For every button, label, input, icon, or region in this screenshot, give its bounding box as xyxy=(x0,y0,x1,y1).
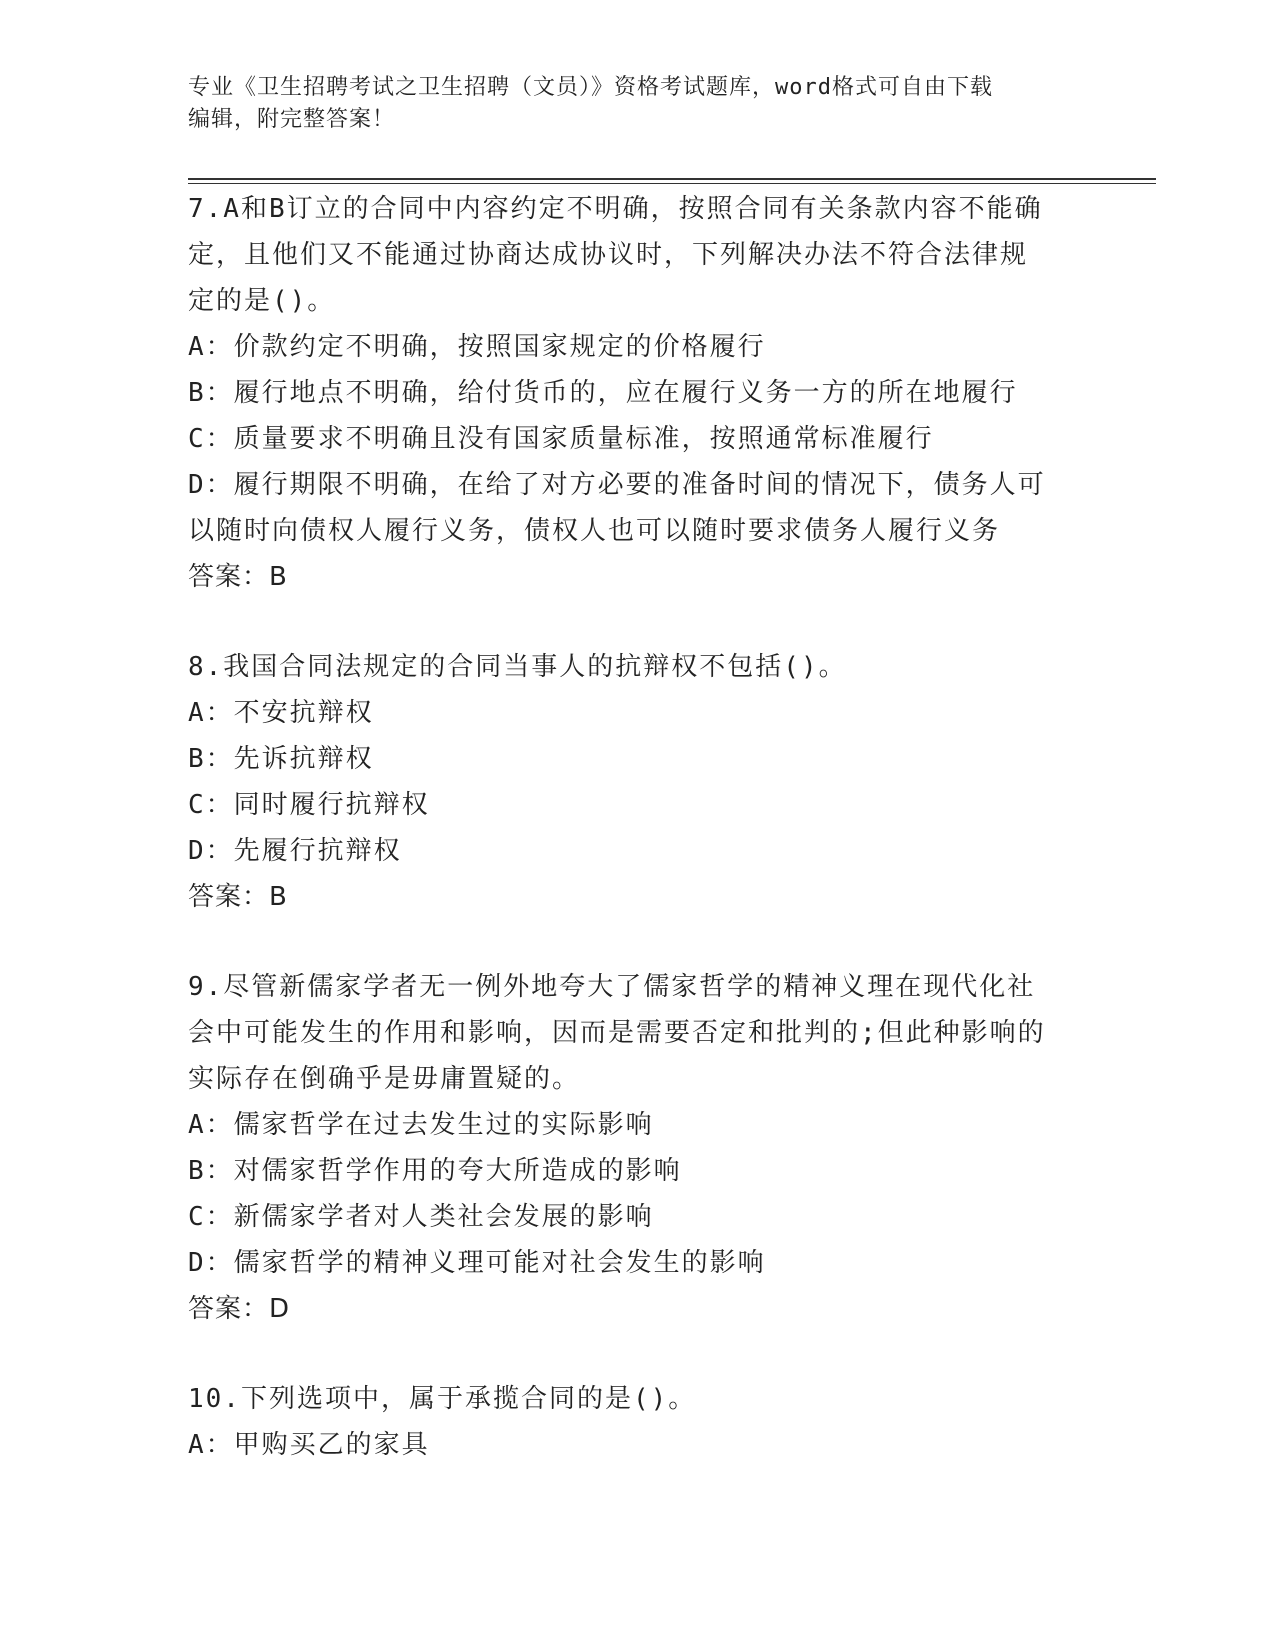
question-stem-line: 会中可能发生的作用和影响，因而是需要否定和批判的;但此种影响的 xyxy=(188,1018,1046,1048)
option-line: B：对儒家哲学作用的夸大所造成的影响 xyxy=(188,1156,682,1186)
option-line: 以随时向债权人履行义务，债权人也可以随时要求债务人履行义务 xyxy=(188,516,1001,546)
option-line: A：儒家哲学在过去发生过的实际影响 xyxy=(188,1110,654,1140)
option-line: D：儒家哲学的精神义理可能对社会发生的影响 xyxy=(188,1248,766,1278)
answer-line: 答案：B xyxy=(188,562,288,592)
option-line: A：价款约定不明确，按照国家规定的价格履行 xyxy=(188,332,766,362)
header-divider-thin xyxy=(188,183,1156,184)
question-block xyxy=(188,1376,1088,1468)
answer-line: 答案：B xyxy=(188,882,288,912)
option-line: B：履行地点不明确，给付货币的，应在履行义务一方的所在地履行 xyxy=(188,378,1018,408)
question-stem-line: 10.下列选项中，属于承揽合同的是()。 xyxy=(188,1384,697,1414)
question-block xyxy=(188,964,1088,1332)
option-line: C：同时履行抗辩权 xyxy=(188,790,430,820)
header-line-1: 专业《卫生招聘考试之卫生招聘（文员）》资格考试题库，word格式可自由下载 xyxy=(188,75,993,100)
question-stem-line: 8.我国合同法规定的合同当事人的抗辩权不包括()。 xyxy=(188,652,847,682)
option-line: C：质量要求不明确且没有国家质量标准，按照通常标准履行 xyxy=(188,424,934,454)
question-stem-line: 9.尽管新儒家学者无一例外地夸大了儒家哲学的精神义理在现代化社 xyxy=(188,972,1036,1002)
question-stem-line: 定，且他们又不能通过协商达成协议时，下列解决办法不符合法律规 xyxy=(188,240,1029,270)
option-line: D：先履行抗辩权 xyxy=(188,836,402,866)
header-divider-thick xyxy=(188,178,1156,180)
option-line: A：不安抗辩权 xyxy=(188,698,374,728)
header-line-2: 编辑，附完整答案！ xyxy=(188,107,396,132)
question-stem-line: 实际存在倒确乎是毋庸置疑的。 xyxy=(188,1064,581,1094)
question-block xyxy=(188,644,1088,920)
option-line: C：新儒家学者对人类社会发展的影响 xyxy=(188,1202,654,1232)
option-line: B：先诉抗辩权 xyxy=(188,744,374,774)
answer-line: 答案：D xyxy=(188,1294,291,1324)
option-line: A：甲购买乙的家具 xyxy=(188,1430,430,1460)
question-block xyxy=(188,186,1088,600)
option-line: D：履行期限不明确，在给了对方必要的准备时间的情况下，债务人可 xyxy=(188,470,1046,500)
document-header xyxy=(188,72,1088,136)
question-list xyxy=(188,186,1088,1512)
question-stem-line: 7.A和B订立的合同中内容约定不明确，按照合同有关条款内容不能确 xyxy=(188,194,1043,224)
question-stem-line: 定的是()。 xyxy=(188,286,336,316)
